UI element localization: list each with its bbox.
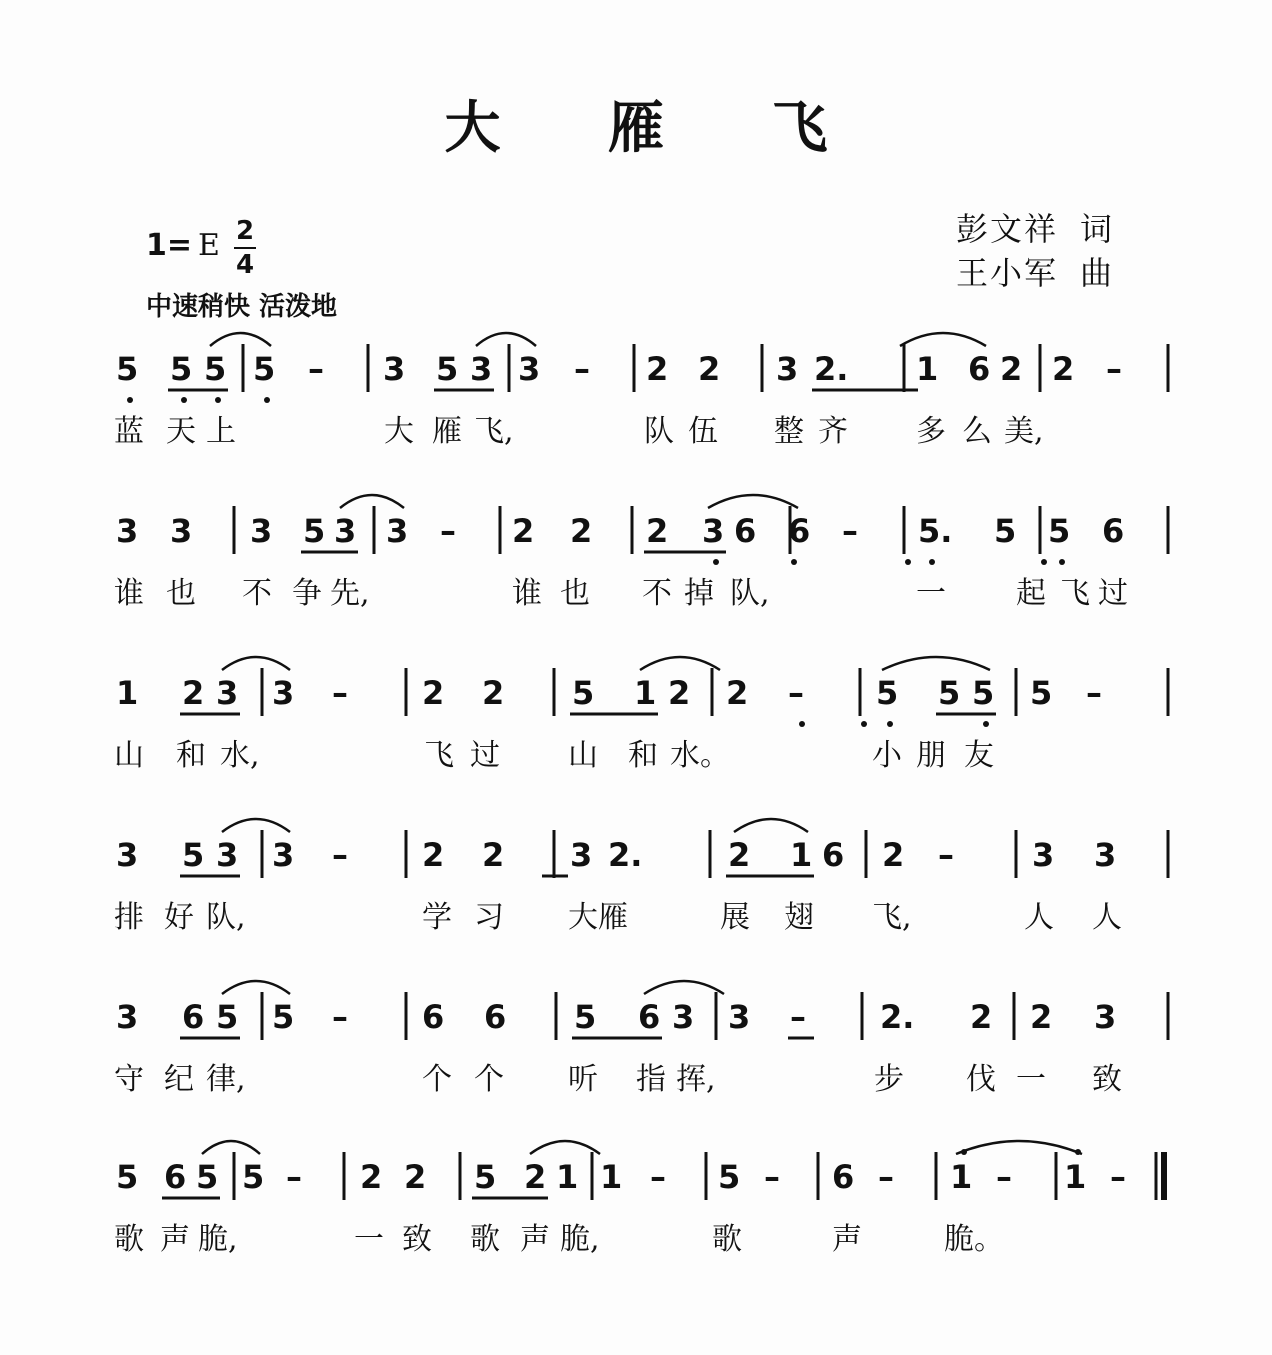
meter-top: 2 (235, 216, 255, 246)
note: 3 (518, 350, 541, 388)
note: 3 (728, 998, 751, 1036)
lyric-syllable: 过 (470, 738, 500, 773)
notes-row (0, 512, 1272, 572)
note: 2 (1000, 350, 1023, 388)
note: 5 (272, 998, 295, 1036)
tie-slur (476, 333, 536, 346)
lyric-syllable: 脆, (560, 1222, 600, 1257)
lyric-syllable: 守 (114, 1062, 144, 1097)
lyric-syllable: 一 (354, 1222, 384, 1257)
note: 2 (726, 674, 749, 712)
tempo-marking: 中速稍快 活泼地 (146, 292, 338, 322)
lyric-syllable: 步 (874, 1062, 904, 1097)
note: 6 (638, 998, 661, 1036)
lyric-syllable: 脆, (198, 1222, 238, 1257)
note: 3 (170, 512, 193, 550)
note: 3 (250, 512, 273, 550)
lyrics-row (0, 892, 1272, 935)
extension-dash: – (790, 998, 806, 1036)
lyric-syllable: 美, (1004, 414, 1044, 449)
note: 6 (822, 836, 845, 874)
lyric-syllable: 飞 (1060, 576, 1090, 611)
note: 5. (918, 512, 953, 550)
note: 5 (436, 350, 459, 388)
note: 5 (116, 350, 139, 388)
time-signature (234, 216, 256, 280)
lyric-syllable: 律, (206, 1062, 246, 1097)
note: 6 (182, 998, 205, 1036)
note: 6 (788, 512, 811, 550)
lyric-syllable: 歌 (114, 1222, 144, 1257)
note: 1 (950, 1158, 973, 1196)
note: 3 (272, 836, 295, 874)
lyrics-row (0, 1054, 1272, 1097)
lyric-syllable: 排 (114, 900, 144, 935)
note: 1 (790, 836, 813, 874)
note: 2 (422, 836, 445, 874)
note: 6 (484, 998, 507, 1036)
note: 5 (242, 1158, 265, 1196)
lyric-syllable: 谁 (512, 576, 542, 611)
lyric-syllable: 一 (916, 576, 946, 611)
lyric-syllable: 山 (568, 738, 598, 773)
lyric-syllable: 上 (206, 414, 236, 449)
extension-dash: – (332, 674, 348, 712)
note: 2 (482, 836, 505, 874)
note: 2. (608, 836, 643, 874)
lyric-syllable: 多 (916, 414, 946, 449)
key-prefix: 1= (146, 228, 193, 263)
notes-row (0, 836, 1272, 896)
lyric-syllable: 致 (402, 1222, 432, 1257)
lyric-syllable: 个 (422, 1062, 452, 1097)
note: 1 (600, 1158, 623, 1196)
note: 1 (634, 674, 657, 712)
note: 6 (832, 1158, 855, 1196)
lyric-syllable: 听 (568, 1062, 598, 1097)
note: 2 (698, 350, 721, 388)
lyric-syllable: 大 (384, 414, 414, 449)
tie-slur (640, 657, 720, 670)
lyric-syllable: 飞, (474, 414, 514, 449)
note: 5 (303, 512, 326, 550)
lyric-syllable: 飞 (424, 738, 454, 773)
lyric-syllable: 学 (422, 900, 452, 935)
note: 3 (383, 350, 406, 388)
lyric-syllable: 好 (164, 900, 194, 935)
note: 2. (880, 998, 915, 1036)
note: 6 (164, 1158, 187, 1196)
note: 5 (170, 350, 193, 388)
lyrics-row (0, 568, 1272, 611)
extension-dash: – (332, 836, 348, 874)
note: 5 (574, 998, 597, 1036)
lyric-syllable: 队, (730, 576, 770, 611)
tie-slur (210, 333, 271, 346)
note: 5 (1048, 512, 1071, 550)
lyric-syllable: 歌 (712, 1222, 742, 1257)
note: 3 (776, 350, 799, 388)
tie-slur (708, 495, 798, 508)
note: 5 (204, 350, 227, 388)
note: 3 (1094, 836, 1117, 874)
tie-slur (882, 657, 990, 670)
extension-dash: – (1086, 674, 1102, 712)
note: 5 (876, 674, 899, 712)
lyricist-name: 彭文祥 (956, 210, 1059, 248)
lyric-syllable: 致 (1092, 1062, 1122, 1097)
lyric-syllable: 伍 (688, 414, 718, 449)
note: 3 (1094, 998, 1117, 1036)
octave-dot (961, 1149, 967, 1155)
note: 3 (116, 512, 139, 550)
octave-dot (1075, 1149, 1081, 1155)
lyric-syllable: 小 (872, 738, 902, 773)
note: 2. (814, 350, 849, 388)
lyric-syllable: 人 (1092, 900, 1122, 935)
note: 5 (1030, 674, 1053, 712)
note: 5 (216, 998, 239, 1036)
lyrics-row (0, 406, 1272, 449)
note: 5 (182, 836, 205, 874)
extension-dash: – (842, 512, 858, 550)
extension-dash: – (440, 512, 456, 550)
composer-name: 王小军 (956, 254, 1059, 292)
note: 3 (334, 512, 357, 550)
note: 2 (646, 512, 669, 550)
extension-dash: – (788, 674, 804, 712)
note: 2 (970, 998, 993, 1036)
extension-dash: – (764, 1158, 780, 1196)
note: 3 (470, 350, 493, 388)
notes-row (0, 1158, 1272, 1218)
extension-dash: – (308, 350, 324, 388)
lyric-syllable: 谁 (114, 576, 144, 611)
composer-role: 曲 (1080, 254, 1115, 292)
note: 6 (734, 512, 757, 550)
tie-slur (644, 981, 724, 994)
lyrics-row (0, 730, 1272, 773)
lyric-syllable: 齐 (818, 414, 848, 449)
note: 2 (524, 1158, 547, 1196)
lyric-syllable: 水。 (670, 738, 730, 773)
extension-dash: – (286, 1158, 302, 1196)
note: 1 (1064, 1158, 1087, 1196)
lyric-syllable: 展 (720, 900, 750, 935)
note: 5 (994, 512, 1017, 550)
lyric-syllable: 声 (832, 1222, 862, 1257)
tie-slur (530, 1141, 600, 1154)
lyric-syllable: 也 (166, 576, 196, 611)
lyric-syllable: 么 (962, 414, 992, 449)
tie-slur (222, 981, 290, 994)
lyric-syllable: 和 (628, 738, 658, 773)
lyric-syllable: 不 (642, 576, 672, 611)
extension-dash: – (878, 1158, 894, 1196)
note: 3 (570, 836, 593, 874)
lyric-syllable: 水, (220, 738, 260, 773)
song-title: 大 雁 飞 (444, 95, 872, 161)
lyric-syllable: 友 (964, 738, 994, 773)
lyric-syllable: 指 (636, 1062, 666, 1097)
lyric-syllable: 不 (242, 576, 272, 611)
note: 2 (512, 512, 535, 550)
extension-dash: – (1106, 350, 1122, 388)
lyrics-row (0, 1214, 1272, 1257)
extension-dash: – (332, 998, 348, 1036)
note: 3 (386, 512, 409, 550)
note: 2 (482, 674, 505, 712)
note: 6 (968, 350, 991, 388)
notes-row (0, 998, 1272, 1058)
key-letter: E (198, 228, 220, 263)
note: 5 (572, 674, 595, 712)
lyricist-credit (956, 204, 1114, 250)
note: 5 (474, 1158, 497, 1196)
lyric-syllable: 翅 (784, 900, 814, 935)
note: 1 (116, 674, 139, 712)
note: 2 (182, 674, 205, 712)
lyric-syllable: 伐 (966, 1062, 996, 1097)
note: 5 (972, 674, 995, 712)
tie-slur (734, 819, 808, 832)
extension-dash: – (650, 1158, 666, 1196)
lyric-syllable: 纪 (164, 1062, 194, 1097)
key-signature (146, 228, 220, 263)
lyric-syllable: 脆。 (944, 1222, 1004, 1257)
lyric-syllable: 蓝 (114, 414, 144, 449)
lyric-syllable: 先, (330, 576, 370, 611)
lyric-syllable: 习 (474, 900, 504, 935)
extension-dash: – (574, 350, 590, 388)
notes-row (0, 350, 1272, 410)
note: 3 (116, 836, 139, 874)
lyric-syllable: 歌 (470, 1222, 500, 1257)
note: 5 (938, 674, 961, 712)
lyric-syllable: 也 (560, 576, 590, 611)
note: 5 (116, 1158, 139, 1196)
tie-slur (222, 657, 290, 670)
note: 3 (116, 998, 139, 1036)
note: 3 (672, 998, 695, 1036)
note: 2 (1052, 350, 1075, 388)
note: 2 (422, 674, 445, 712)
note: 3 (702, 512, 725, 550)
lyric-syllable: 山 (114, 738, 144, 773)
composer-credit (956, 248, 1114, 294)
note: 2 (728, 836, 751, 874)
note: 6 (422, 998, 445, 1036)
tie-slur (956, 1141, 1082, 1154)
lyric-syllable: 雁 (598, 900, 628, 935)
lyric-syllable: 大 (568, 900, 598, 935)
lyric-syllable: 过 (1098, 576, 1128, 611)
lyric-syllable: 队 (644, 414, 674, 449)
extension-dash: – (938, 836, 954, 874)
lyric-syllable: 朋 (916, 738, 946, 773)
tie-slur (202, 1141, 260, 1154)
lyric-syllable: 人 (1024, 900, 1054, 935)
note: 2 (404, 1158, 427, 1196)
lyric-syllable: 雁 (432, 414, 462, 449)
tie-slur (900, 333, 986, 346)
lyric-syllable: 一 (1016, 1062, 1046, 1097)
extension-dash: – (1110, 1158, 1126, 1196)
lyric-syllable: 声 (160, 1222, 190, 1257)
note: 2 (646, 350, 669, 388)
note: 1 (556, 1158, 579, 1196)
lyric-syllable: 飞, (872, 900, 912, 935)
note: 2 (882, 836, 905, 874)
tie-slur (222, 819, 290, 832)
note: 3 (216, 674, 239, 712)
notes-row (0, 674, 1272, 734)
tie-slur (340, 495, 404, 508)
lyric-syllable: 掉 (684, 576, 714, 611)
lyric-syllable: 整 (774, 414, 804, 449)
note: 3 (272, 674, 295, 712)
lyric-syllable: 声 (520, 1222, 550, 1257)
lyric-syllable: 个 (474, 1062, 504, 1097)
note: 5 (196, 1158, 219, 1196)
lyric-syllable: 挥, (676, 1062, 716, 1097)
lyric-syllable: 队, (206, 900, 246, 935)
note: 2 (360, 1158, 383, 1196)
note: 2 (570, 512, 593, 550)
note: 6 (1102, 512, 1125, 550)
lyric-syllable: 天 (166, 414, 196, 449)
note: 1 (916, 350, 939, 388)
lyricist-role: 词 (1080, 210, 1115, 248)
extension-dash: – (996, 1158, 1012, 1196)
note: 5 (718, 1158, 741, 1196)
note: 3 (216, 836, 239, 874)
meter-bottom: 4 (235, 250, 255, 280)
lyric-syllable: 起 (1016, 576, 1046, 611)
note: 2 (668, 674, 691, 712)
lyric-syllable: 争 (292, 576, 322, 611)
note: 5 (253, 350, 276, 388)
note: 2 (1030, 998, 1053, 1036)
lyric-syllable: 和 (176, 738, 206, 773)
note: 3 (1032, 836, 1055, 874)
